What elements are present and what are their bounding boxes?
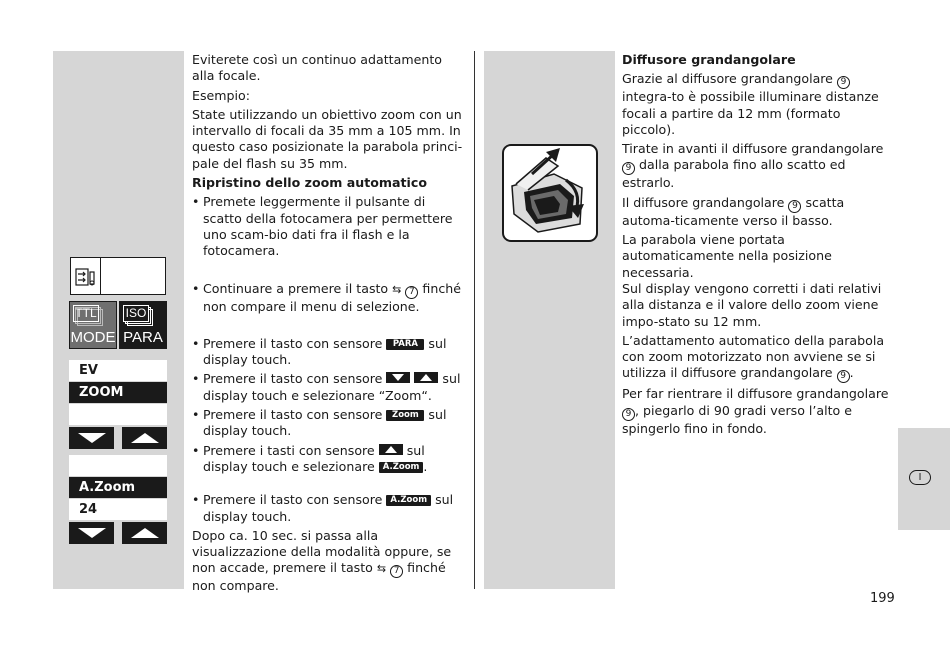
ttl-label: TTL xyxy=(73,305,99,322)
paragraph-text: L’adattamento automatico della parabola con zoom motorizzato non avviene se si utilizza il diffusore grandangolare xyxy=(622,332,885,381)
paragraph: Esempio: xyxy=(192,87,250,103)
down-arrow-button-2[interactable] xyxy=(69,522,114,544)
display-row-azoom[interactable]: A.Zoom xyxy=(69,477,167,498)
wide-angle-diffuser-illustration xyxy=(502,144,598,242)
zoom-key: Zoom xyxy=(386,410,424,421)
up-arrow-button-2[interactable] xyxy=(122,522,167,544)
item-text: sul display touch. xyxy=(203,492,454,524)
paragraph: La parabola viene portata automaticamente nella posizione necessaria. xyxy=(622,232,832,280)
item-text: Premere i tasti con sensore xyxy=(203,442,375,458)
paragraph-text: scatta automa-ticamente verso il basso. xyxy=(622,194,845,228)
swap-arrows-icon: ⇆ xyxy=(392,282,402,296)
down-arrow-icon xyxy=(78,528,106,538)
down-key-icon xyxy=(386,372,410,383)
paragraph-text: dalla parabola fino allo scatto ed estrarlo. xyxy=(622,157,846,191)
item-text: . xyxy=(423,458,428,474)
list-item xyxy=(192,407,468,440)
ttl-mode-button[interactable] xyxy=(69,301,117,349)
language-badge: I xyxy=(909,470,931,485)
iso-label: ISO xyxy=(123,305,149,322)
para-label: PARA xyxy=(123,329,163,346)
item-text: Premere il tasto con sensore xyxy=(203,407,383,423)
list-item xyxy=(192,492,468,525)
item-text: Premere il tasto con sensore xyxy=(203,492,383,508)
azoom-key: A.Zoom xyxy=(379,462,424,473)
item-text: sul display touch. xyxy=(203,335,447,368)
up-arrow-icon xyxy=(131,433,159,443)
instructions-column xyxy=(192,52,468,598)
ref-number: 9 xyxy=(622,162,635,175)
paragraph xyxy=(192,528,468,595)
paragraph-text: Grazie al diffusore grandangolare xyxy=(622,71,833,87)
list-item xyxy=(192,194,468,259)
section-heading: Ripristino dello zoom automatico xyxy=(192,175,427,191)
display-row-empty xyxy=(69,404,167,425)
ref-number: 9 xyxy=(837,76,850,89)
bullet: • xyxy=(192,371,200,387)
column-divider xyxy=(474,51,475,589)
display-row-blank xyxy=(69,455,167,476)
bullet: • xyxy=(192,194,200,210)
display-row-ev[interactable]: EV xyxy=(69,360,167,381)
item-text: Continuare a premere il tasto xyxy=(203,280,389,296)
paragraph xyxy=(622,71,896,138)
item-text: sul display touch. xyxy=(203,407,447,439)
paragraph: Eviterete così un continuo adattamento alla focale. xyxy=(192,52,442,84)
paragraph: State utilizzando un obiettivo zoom con un intervallo di focali da 35 mm a 105 mm. In questo caso posizionate la parabola princi-pale del flash su 35 mm. xyxy=(192,106,463,171)
ref-number: 9 xyxy=(622,408,635,421)
paragraph xyxy=(622,141,896,192)
bullet: • xyxy=(192,335,200,351)
ref-number: 7 xyxy=(405,286,418,299)
bullet: • xyxy=(192,492,200,508)
section-heading: Diffusore grandangolare xyxy=(622,52,796,67)
item-text: Premete leggermente il pulsante di scatto della fotocamera per permettere uno scam-bio dati fra il flash e la fotocamera. xyxy=(203,194,453,259)
list-item xyxy=(192,336,468,369)
para-key: PARA xyxy=(386,339,424,350)
mode-label: MODE xyxy=(70,329,116,346)
paragraph-text: Il diffusore grandangolare xyxy=(622,194,785,210)
paragraph xyxy=(622,333,896,384)
item-text: sul display touch e selezionare xyxy=(203,442,425,474)
flash-mode-icon xyxy=(75,266,97,288)
up-key-icon xyxy=(414,372,438,383)
list-item xyxy=(192,371,468,404)
flash-status-display xyxy=(70,257,166,295)
paragraph-text: Tirate in avanti il diffusore grandangolare xyxy=(622,141,884,157)
up-arrow-icon xyxy=(131,528,159,538)
paragraph-text: Dopo ca. 10 sec. si passa alla visualizzazione della modalità oppure, se non accade, premere il tasto xyxy=(192,527,452,576)
up-key-icon xyxy=(379,444,403,455)
list-item xyxy=(192,443,468,476)
bullet: • xyxy=(192,442,200,458)
paragraph xyxy=(622,195,896,229)
item-text: finché non compare il menu di selezione. xyxy=(203,280,461,314)
paragraph-text: . xyxy=(849,365,854,381)
paragraph: Sul display vengono corretti i dati relativi alla distanza e il valore dello zoom viene impo-stato su 12 mm. xyxy=(622,280,882,329)
azoom-key: A.Zoom xyxy=(386,495,431,506)
iso-para-button[interactable] xyxy=(119,301,167,349)
middle-sidebar xyxy=(484,51,615,589)
paragraph-text: finché non compare. xyxy=(192,560,446,594)
diffuser-column xyxy=(622,52,896,440)
bullet: • xyxy=(192,280,200,296)
up-arrow-button[interactable] xyxy=(122,427,167,449)
item-text: sul display touch e selezionare “Zoom“. xyxy=(203,371,461,403)
display-row-value: 24 xyxy=(69,499,167,520)
ref-number: 7 xyxy=(390,565,403,578)
down-arrow-icon xyxy=(78,433,106,443)
list-item xyxy=(192,281,468,315)
display-row-zoom[interactable]: ZOOM xyxy=(69,382,167,403)
swap-arrows-icon: ⇆ xyxy=(376,562,387,576)
item-text: Premere il tasto con sensore xyxy=(203,371,383,387)
paragraph-text: integra-to è possibile illuminare distanze focali a partire da 12 mm (formato piccolo). xyxy=(622,89,879,137)
paragraph-text: , piegarlo di 90 gradi verso l’alto e spingerlo fino in fondo. xyxy=(622,402,853,436)
down-arrow-button[interactable] xyxy=(69,427,114,449)
ref-number: 9 xyxy=(788,200,801,213)
ref-number: 9 xyxy=(837,370,850,383)
page-number: 199 xyxy=(870,591,895,606)
paragraph xyxy=(622,386,896,437)
paragraph-text: Per far rientrare il diffusore grandangolare xyxy=(622,386,889,402)
bullet: • xyxy=(192,407,200,423)
item-text: Premere il tasto con sensore xyxy=(203,335,383,351)
